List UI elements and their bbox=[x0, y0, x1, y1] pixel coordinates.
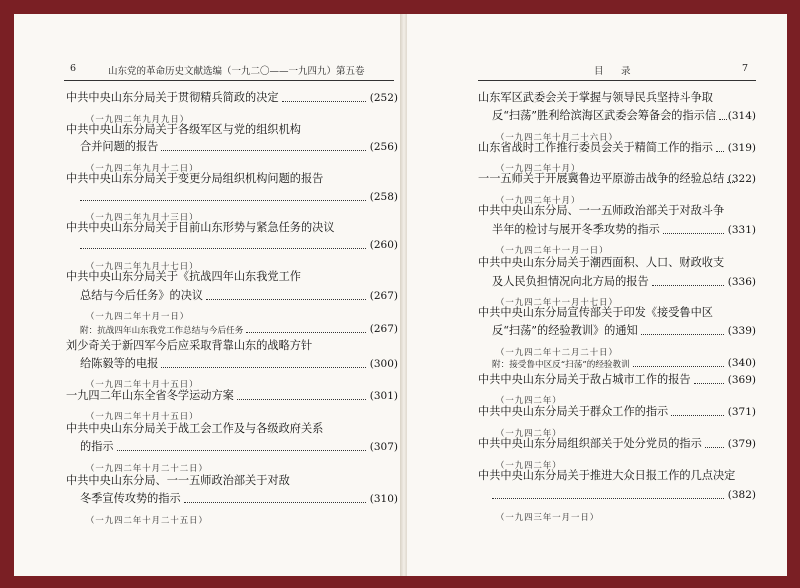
toc-entry-title: 中共中央山东分局关于潮西面积、人口、财政收支 bbox=[478, 256, 725, 269]
toc-entry-title-continued: 半年的检讨与展开冬季攻势的指示 bbox=[492, 223, 660, 236]
toc-dot-leader bbox=[246, 332, 365, 333]
left-header-rule bbox=[64, 80, 394, 81]
toc-entry-title-continued: 合并问题的报告 bbox=[80, 140, 159, 153]
toc-appendix-title: 附：抗战四年山东我党工作总结与今后任务 bbox=[80, 326, 244, 336]
toc-entry-title: 中共中央山东分局关于《抗战四年山东我党工作 bbox=[66, 270, 301, 283]
toc-page-number: (382) bbox=[727, 489, 756, 501]
toc-entry-date: （一九四二年） bbox=[496, 460, 562, 470]
toc-page-number: (267) bbox=[369, 290, 398, 302]
toc-entry-title: 中共中央山东分局、一一五师政治部关于对敌斗争 bbox=[478, 204, 725, 217]
toc-dot-leader bbox=[671, 415, 724, 416]
right-running-title: 目 录 bbox=[594, 66, 635, 77]
toc-dot-leader bbox=[492, 498, 724, 499]
toc-dot-leader bbox=[641, 334, 724, 335]
toc-entry-title-continued: 及人民负担情况向北方局的报告 bbox=[492, 275, 649, 288]
toc-entry-title: 中共中央山东分局关于推进大众日报工作的几点决定 bbox=[478, 469, 736, 482]
toc-entry-title: 刘少奇关于新四军今后应采取背靠山东的战略方针 bbox=[66, 339, 313, 352]
toc-dot-leader bbox=[652, 285, 724, 286]
toc-dot-leader bbox=[663, 233, 724, 234]
toc-entry-date: （一九四三年一月一日） bbox=[496, 512, 600, 522]
toc-page-number: (340) bbox=[727, 357, 756, 369]
toc-entry-title: 山东军区武委会关于掌握与领导民兵坚持斗争取 bbox=[478, 91, 713, 104]
right-header-rule bbox=[478, 80, 756, 81]
toc-entry-date: （一九四二年十月） bbox=[496, 163, 581, 173]
toc-entry-date: （一九四二年十月十五日） bbox=[86, 379, 199, 389]
toc-page-number: (322) bbox=[727, 173, 756, 185]
toc-entry-date: （一九四二年十月二十五日） bbox=[86, 515, 208, 525]
toc-entry-title: 中共中央山东分局关于敌占城市工作的报告 bbox=[478, 373, 691, 386]
toc-appendix-title: 附：接受鲁中区反“扫荡”的经验教训 bbox=[492, 360, 630, 370]
toc-page-number: (258) bbox=[369, 191, 398, 203]
toc-page-number: (369) bbox=[727, 374, 756, 386]
toc-dot-leader bbox=[719, 119, 727, 120]
toc-page-number: (252) bbox=[369, 92, 398, 104]
toc-entry-title-continued: 反“扫荡”的经验教训》的通知 bbox=[492, 324, 638, 337]
toc-entry-date: （一九四二年十月二十二日） bbox=[86, 463, 208, 473]
toc-entry-title-continued: 总结与今后任务》的决议 bbox=[80, 289, 204, 302]
toc-entry-title: 中共中央山东分局组织部关于处分党员的指示 bbox=[478, 437, 702, 450]
toc-entry-date: （一九四二年十月十五日） bbox=[86, 411, 199, 421]
toc-page-number: (310) bbox=[369, 493, 398, 505]
toc-dot-leader bbox=[184, 502, 366, 503]
toc-page-number: (260) bbox=[369, 239, 398, 251]
toc-entry-date: （一九四二年九月十七日） bbox=[86, 261, 199, 271]
toc-dot-leader bbox=[705, 447, 724, 448]
toc-entry-title: 中共中央山东分局、一一五师政治部关于对敌 bbox=[66, 474, 290, 487]
toc-page-number: (331) bbox=[727, 224, 756, 236]
toc-page-number: (319) bbox=[727, 142, 756, 154]
toc-entry-title-continued: 的指示 bbox=[80, 440, 114, 453]
left-running-title: 山东党的革命历史文献选编（一九二〇——一九四九）第五卷 bbox=[108, 66, 365, 77]
toc-entry-date: （一九四二年） bbox=[496, 428, 562, 438]
toc-entry-title-continued: 冬季宣传攻势的指示 bbox=[80, 492, 181, 505]
right-page-number: 7 bbox=[742, 63, 749, 74]
toc-entry-date: （一九四二年十月二十六日） bbox=[496, 132, 618, 142]
toc-page-number: (371) bbox=[727, 406, 756, 418]
toc-dot-leader bbox=[282, 101, 366, 102]
toc-entry-title: 中共中央山东分局宣传部关于印发《接受鲁中区 bbox=[478, 306, 713, 319]
toc-dot-leader bbox=[237, 399, 366, 400]
toc-page-number: (314) bbox=[727, 110, 756, 122]
toc-page-number: (267) bbox=[369, 323, 398, 335]
toc-dot-leader bbox=[161, 150, 365, 151]
toc-entry-title: 中共中央山东分局关于贯彻精兵简政的决定 bbox=[66, 91, 279, 104]
toc-entry-title: 山东省战时工作推行委员会关于精简工作的指示 bbox=[478, 141, 713, 154]
toc-entry-date: （一九四二年九月十二日） bbox=[86, 163, 199, 173]
toc-entry-title: 中共中央山东分局关于目前山东形势与紧急任务的决议 bbox=[66, 221, 335, 234]
toc-dot-leader bbox=[633, 366, 724, 367]
toc-dot-leader bbox=[161, 367, 365, 368]
toc-entry-date: （一九四二年九月九日） bbox=[86, 114, 190, 124]
toc-page-number: (301) bbox=[369, 390, 398, 402]
toc-dot-leader bbox=[694, 383, 724, 384]
toc-entry-title: 中共中央山东分局关于各级军区与党的组织机构 bbox=[66, 123, 301, 136]
toc-entry-date: （一九四二年十月一日） bbox=[86, 311, 190, 321]
toc-dot-leader bbox=[117, 450, 366, 451]
toc-page-number: (379) bbox=[727, 438, 756, 450]
toc-entry-title: 中共中央山东分局关于群众工作的指示 bbox=[478, 405, 669, 418]
toc-page-number: (300) bbox=[369, 358, 398, 370]
toc-entry-title-continued: 给陈毅等的电报 bbox=[80, 357, 159, 370]
toc-entry-date: （一九四二年九月十三日） bbox=[86, 212, 199, 222]
toc-page-number: (307) bbox=[369, 441, 398, 453]
toc-entry-title: 一一五师关于开展冀鲁边平原游击战争的经验总结 bbox=[478, 172, 725, 185]
toc-dot-leader bbox=[80, 200, 366, 201]
toc-page-number: (339) bbox=[727, 325, 756, 337]
toc-entry-title: 中共中央山东分局关于战工会工作及与各级政府关系 bbox=[66, 422, 324, 435]
toc-entry-title: 一九四二年山东全省冬学运动方案 bbox=[66, 389, 234, 402]
toc-page-number: (256) bbox=[369, 141, 398, 153]
toc-dot-leader bbox=[206, 299, 366, 300]
toc-dot-leader bbox=[80, 248, 366, 249]
left-page-number: 6 bbox=[70, 63, 77, 74]
toc-page-number: (336) bbox=[727, 276, 756, 288]
toc-dot-leader bbox=[716, 151, 724, 152]
toc-entry-title: 中共中央山东分局关于变更分局组织机构问题的报告 bbox=[66, 172, 324, 185]
toc-entry-date: （一九四二年十月） bbox=[496, 195, 581, 205]
toc-entry-title-continued: 反“扫荡”胜利给滨海区武委会筹备会的指示信 bbox=[492, 109, 717, 122]
toc-entry-date: （一九四二年十一月一日） bbox=[496, 245, 609, 255]
toc-entry-date: （一九四二年十一月十七日） bbox=[496, 297, 618, 307]
toc-dot-leader bbox=[727, 182, 735, 183]
toc-entry-date: （一九四二年） bbox=[496, 395, 562, 405]
toc-entry-date: （一九四二年十二月二十日） bbox=[496, 347, 618, 357]
